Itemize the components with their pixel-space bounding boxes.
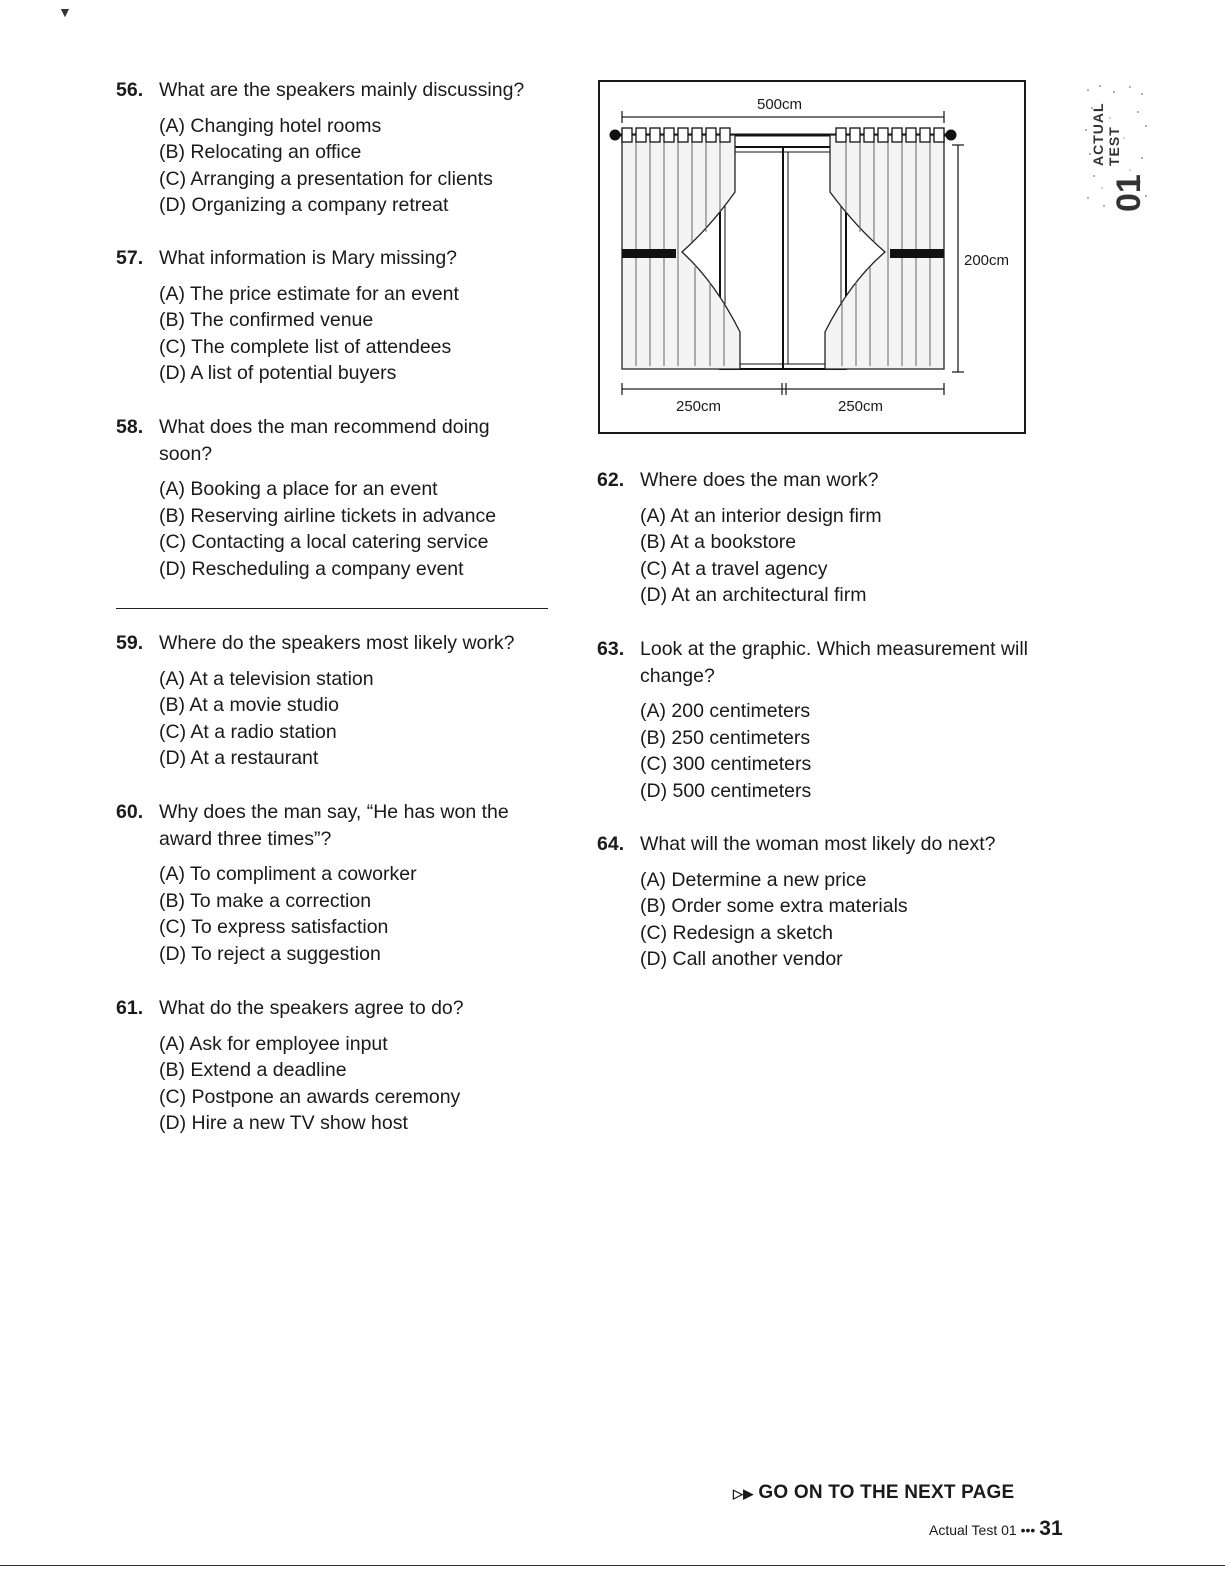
- question-57: [116, 245, 559, 387]
- curtain-diagram: [598, 80, 1026, 434]
- option-list: [640, 698, 1035, 804]
- question-number: 56.: [116, 79, 144, 101]
- question-stem: What are the speakers mainly discussing?: [159, 79, 525, 101]
- section-tab: [1080, 78, 1152, 218]
- option-c[interactable]: (C) Contacting a local catering service: [159, 531, 489, 553]
- option-list: [640, 867, 1060, 973]
- question-number: 63.: [597, 638, 625, 660]
- option-c[interactable]: (C) The complete list of attendees: [159, 335, 452, 358]
- width-label-left: 250cm: [676, 398, 722, 415]
- tab-label-test: TEST: [1106, 126, 1122, 166]
- question-stem: Look at the graphic. Which measurement will change?: [640, 638, 1029, 687]
- option-b[interactable]: (B) At a bookstore: [640, 531, 797, 553]
- option-b[interactable]: (B) The confirmed venue: [159, 309, 374, 331]
- next-page-label: GO ON TO THE NEXT PAGE: [758, 1482, 1015, 1503]
- option-b[interactable]: (B) Relocating an office: [159, 141, 362, 163]
- question-58: [116, 414, 529, 582]
- option-b[interactable]: (B) Extend a deadline: [159, 1059, 347, 1081]
- page-number: 31: [1039, 1517, 1063, 1540]
- question-stem: Why does the man say, “He has won the award three times”?: [159, 801, 509, 850]
- question-number: 62.: [597, 469, 625, 491]
- question-stem: Where does the man work?: [640, 469, 879, 491]
- option-list: [159, 113, 559, 219]
- question-60: [116, 799, 549, 967]
- question-59: [116, 630, 559, 772]
- question-number: 57.: [116, 247, 144, 269]
- bottom-edge-line: [0, 1565, 1225, 1566]
- question-stem: What information is Mary missing?: [159, 247, 458, 269]
- question-stem: Where do the speakers most likely work?: [159, 632, 515, 654]
- tab-label-actual: ACTUAL: [1090, 102, 1106, 166]
- option-a[interactable]: (A) Determine a new price: [640, 868, 867, 891]
- scan-mark: ▼: [58, 4, 72, 20]
- question-56: [116, 77, 559, 219]
- width-label-top: 500cm: [757, 96, 803, 113]
- tab-number: 01: [1110, 174, 1148, 212]
- test-label: Actual Test 01 •••: [929, 1522, 1036, 1538]
- option-b[interactable]: (B) 250 centimeters: [640, 726, 811, 749]
- option-d[interactable]: (D) At an architectural firm: [640, 584, 867, 606]
- option-a[interactable]: (A) To compliment a coworker: [159, 863, 417, 885]
- question-stem: What does the man recommend doing soon?: [159, 416, 490, 465]
- option-list: [159, 666, 559, 772]
- question-number: 60.: [116, 801, 144, 823]
- option-a[interactable]: (A) Booking a place for an event: [159, 478, 438, 500]
- curtain-drawing: [600, 82, 1024, 432]
- option-d[interactable]: (D) Call another vendor: [640, 948, 843, 970]
- question-number: 64.: [597, 833, 625, 855]
- option-a[interactable]: (A) Changing hotel rooms: [159, 114, 382, 137]
- option-d[interactable]: (D) To reject a suggestion: [159, 942, 381, 965]
- option-list: [159, 281, 559, 387]
- tab-text-group: [1090, 84, 1150, 212]
- double-arrow-icon: ▷▶: [733, 1486, 754, 1501]
- question-number: 61.: [116, 997, 144, 1019]
- height-label: 200cm: [964, 252, 1010, 269]
- page-footer: [929, 1517, 1063, 1541]
- question-number: 59.: [116, 632, 144, 654]
- option-c[interactable]: (C) At a travel agency: [640, 557, 828, 580]
- option-d[interactable]: (D) At a restaurant: [159, 747, 319, 769]
- option-c[interactable]: (C) To express satisfaction: [159, 916, 389, 938]
- option-a[interactable]: (A) At an interior design firm: [640, 504, 882, 527]
- option-list: [159, 861, 549, 967]
- option-c[interactable]: (C) At a radio station: [159, 720, 337, 743]
- section-divider: [116, 608, 548, 609]
- question-63: [597, 636, 1035, 804]
- option-a[interactable]: (A) The price estimate for an event: [159, 282, 459, 305]
- option-list: [159, 476, 529, 582]
- option-list: [640, 503, 1040, 609]
- option-c[interactable]: (C) Redesign a sketch: [640, 921, 833, 944]
- option-d[interactable]: (D) Organizing a company retreat: [159, 194, 449, 216]
- option-d[interactable]: (D) 500 centimeters: [640, 779, 812, 802]
- option-a[interactable]: (A) At a television station: [159, 667, 374, 690]
- option-b[interactable]: (B) To make a correction: [159, 889, 372, 912]
- question-62: [597, 467, 1040, 609]
- width-label-right: 250cm: [838, 398, 884, 415]
- question-stem: What do the speakers agree to do?: [159, 997, 464, 1019]
- next-page-indicator: [733, 1482, 1014, 1504]
- question-64: [597, 831, 1060, 973]
- option-b[interactable]: (B) At a movie studio: [159, 694, 339, 716]
- question-number: 58.: [116, 416, 144, 438]
- option-d[interactable]: (D) Hire a new TV show host: [159, 1112, 408, 1134]
- option-c[interactable]: (C) 300 centimeters: [640, 753, 812, 775]
- option-a[interactable]: (A) 200 centimeters: [640, 700, 811, 722]
- option-c[interactable]: (C) Arranging a presentation for clients: [159, 167, 493, 190]
- option-c[interactable]: (C) Postpone an awards ceremony: [159, 1085, 461, 1108]
- option-a[interactable]: (A) Ask for employee input: [159, 1032, 388, 1055]
- question-stem: What will the woman most likely do next?: [640, 833, 996, 855]
- option-b[interactable]: (B) Order some extra materials: [640, 895, 908, 917]
- option-b[interactable]: (B) Reserving airline tickets in advance: [159, 504, 497, 527]
- option-d[interactable]: (D) A list of potential buyers: [159, 362, 397, 384]
- option-list: [159, 1031, 559, 1137]
- question-61: [116, 995, 559, 1137]
- option-d[interactable]: (D) Rescheduling a company event: [159, 557, 464, 580]
